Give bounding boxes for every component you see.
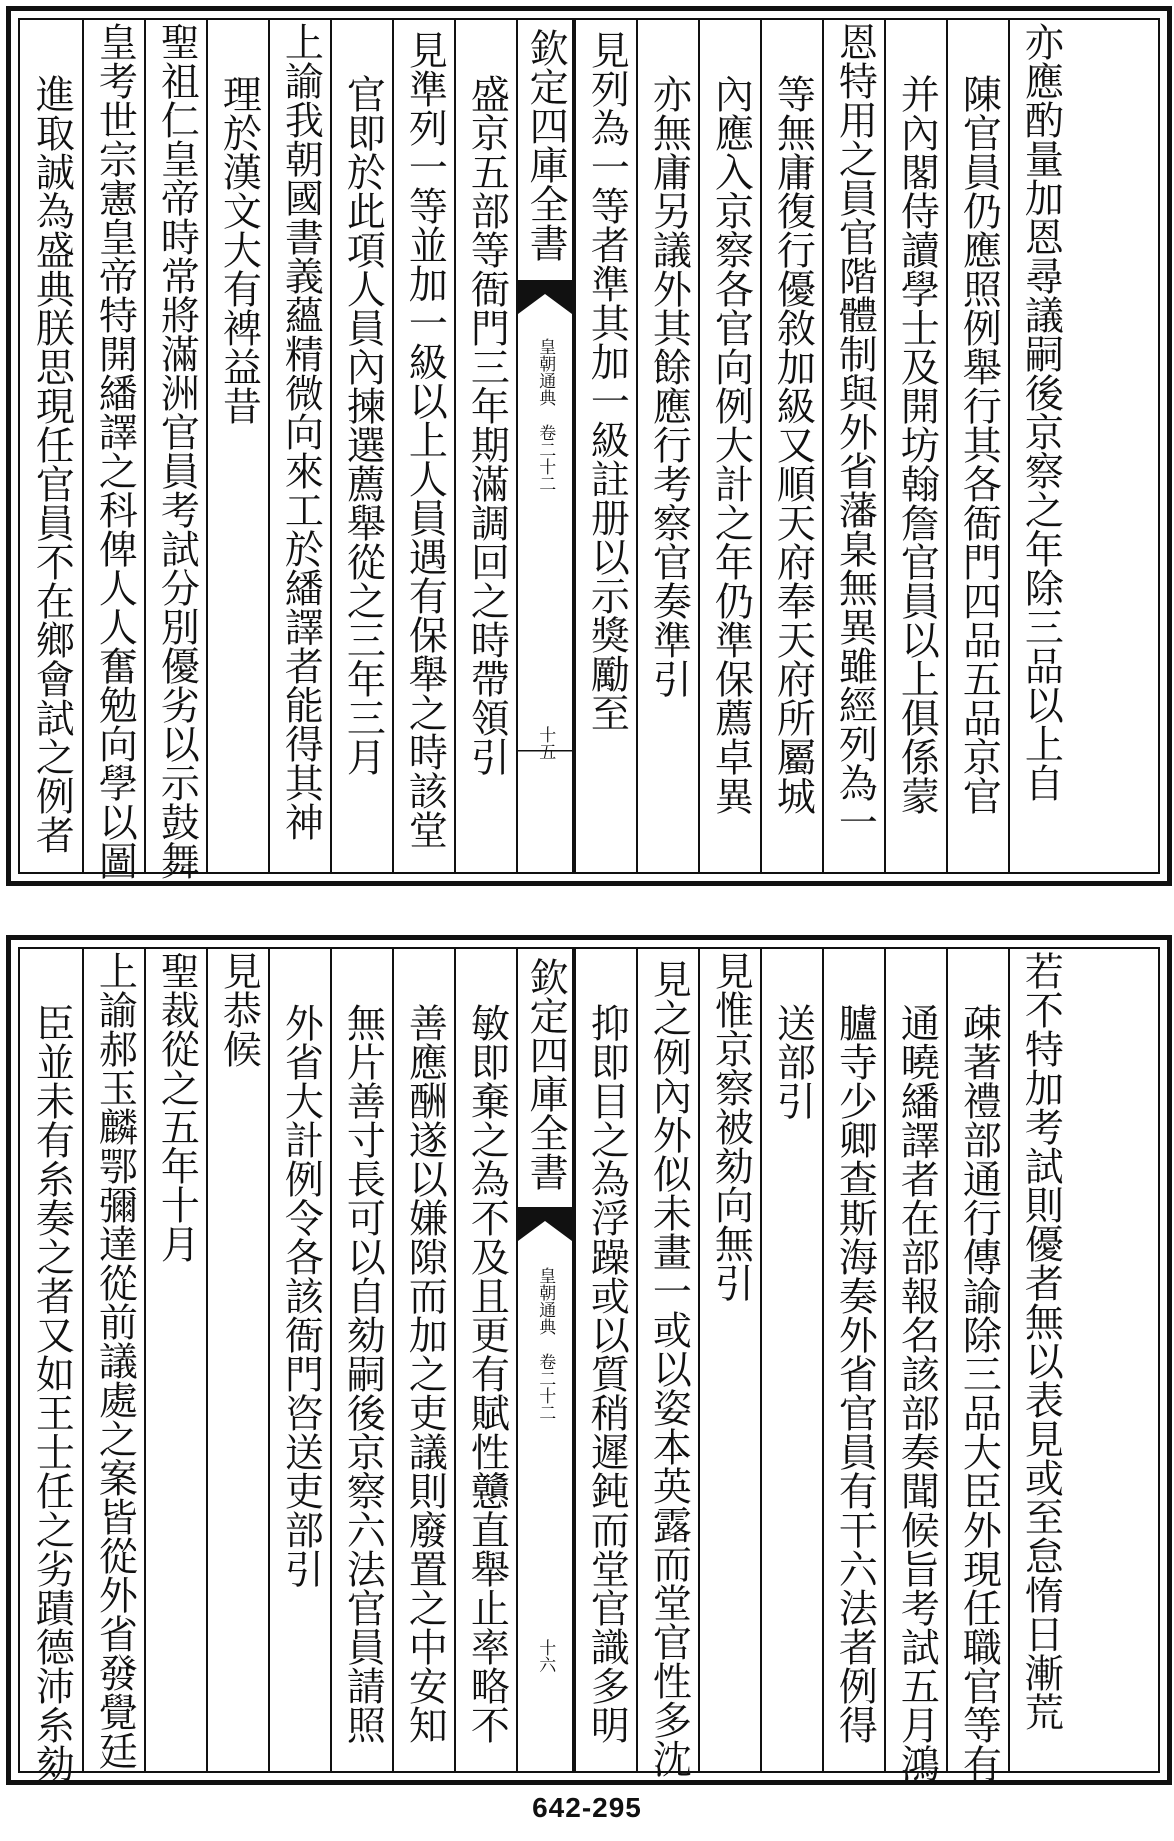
- column-text: 疎著禮部通行傳諭除三品大臣外現任職官等有: [956, 1003, 1002, 1783]
- column-text: 上諭郝玉麟鄂彌達從前議處之案皆從外省發覺廷: [92, 951, 138, 1770]
- column-text: 官即於此項人員內揀選薦舉從之三年三月: [340, 74, 386, 776]
- column-text: 上諭我朝國書義蘊精微向來工於繙譯者能得其神: [278, 22, 324, 841]
- fish-tail-ornament: [518, 1207, 572, 1241]
- page-number: 642-295: [532, 1792, 642, 1823]
- text-column: [392, 949, 454, 1771]
- column-text: 等無庸復行優敘加級又順天府奉天府所屬城: [770, 74, 816, 815]
- column-text: 若不特加考試則優者無以表見或至怠惰日漸荒: [1018, 951, 1064, 1731]
- column-text: 并內閣侍讀學士及開坊翰詹官員以上俱係蒙: [894, 74, 940, 815]
- text-column: [698, 949, 760, 1771]
- volume-label: 卷二十二: [535, 424, 556, 492]
- column-text: 送部引: [770, 1003, 816, 1120]
- top-text-frame: [18, 18, 1160, 880]
- text-column: [884, 20, 946, 872]
- column-text: 盛京五部等衙門三年期滿調回之時帶領引: [464, 74, 510, 776]
- column-text: 聖祖仁皇帝時常將滿洲官員考試分別優劣以示鼓舞: [154, 22, 200, 880]
- column-text: 見恭候: [216, 951, 262, 1068]
- column-text: 見準列一等並加一級以上人員遇有保舉之時該堂: [402, 30, 448, 849]
- text-column: [206, 949, 268, 1771]
- folio-number: 十五: [535, 726, 556, 760]
- column-text: 善應酬遂以嫌隙而加之吏議則廢置之中安知: [402, 1003, 448, 1744]
- column-text: 外省大計例令各該衙門咨送吏部引: [278, 1003, 324, 1588]
- column-text: 理於漢文大有裨益昔: [216, 74, 262, 425]
- text-column: [20, 20, 82, 872]
- column-text: 見之例內外似未畫一或以姿本英露而堂官性多沈: [646, 959, 692, 1778]
- text-column: [884, 949, 946, 1783]
- text-column: [206, 20, 268, 872]
- column-text: 亦應酌量加恩尋議嗣後京察之年除三品以上自: [1018, 22, 1064, 802]
- text-column: [946, 949, 1008, 1783]
- column-text: 內應入京察各官向例大計之年仍準保薦卓異: [708, 74, 754, 815]
- column-text: 聖裁從之五年十月: [154, 951, 200, 1263]
- column-text: 皇考世宗憲皇帝特開繙譯之科俾人人奮勉向學以圖: [92, 22, 138, 880]
- center-spine: [516, 949, 574, 1771]
- text-column: [20, 949, 82, 1783]
- text-column: [454, 20, 516, 872]
- text-column: [454, 949, 516, 1771]
- center-spine: [516, 20, 574, 872]
- column-text: 恩特用之員官階體制與外省藩臬無異雖經列為一: [832, 22, 878, 841]
- text-column: [760, 949, 822, 1771]
- text-column: [144, 949, 206, 1771]
- column-text: 見惟京察被劾向無引: [708, 951, 754, 1302]
- column-text: 進取誠為盛典朕思現任官員不在鄉會試之例者: [29, 74, 75, 854]
- column-text: 抑即目之為浮躁或以質稍遲鈍而堂官識多明: [584, 1003, 630, 1744]
- text-column: [822, 949, 884, 1771]
- text-column: [1008, 20, 1070, 872]
- column-text: 臚寺少卿查斯海奏外省官員有干六法者例得: [832, 1003, 878, 1744]
- column-text: 無片善寸長可以自劾嗣後京察六法官員請照: [340, 1003, 386, 1744]
- text-column: [82, 20, 144, 880]
- text-column: [268, 949, 330, 1771]
- bottom-text-frame: [18, 947, 1160, 1783]
- top-page: [6, 6, 1172, 886]
- text-column: [268, 20, 330, 872]
- text-column: [330, 949, 392, 1771]
- book-subtitle: 皇朝通典: [535, 1267, 556, 1335]
- text-column: [574, 20, 636, 872]
- column-text: 亦無庸另議外其餘應行考察官奏準引: [646, 74, 692, 698]
- volume-label: 卷二十二: [535, 1353, 556, 1421]
- text-column: [698, 20, 760, 872]
- text-column: [82, 949, 144, 1771]
- text-column: [392, 20, 454, 872]
- text-column: [144, 20, 206, 880]
- bottom-page: [6, 935, 1172, 1785]
- column-text: 臣並未有糸奏之者又如王士任之劣蹟德沛糸劾: [29, 1003, 75, 1783]
- text-column: [636, 20, 698, 872]
- column-text: 陳官員仍應照例舉行其各衙門四品五品京官: [956, 74, 1002, 815]
- column-text: 見列為一等者準其加一級註册以示獎勵至: [584, 30, 630, 732]
- text-column: [574, 949, 636, 1771]
- text-column: [1008, 949, 1070, 1771]
- text-column: [946, 20, 1008, 872]
- column-text: 通曉繙譯者在部報名該部奏聞候旨考試五月鴻: [894, 1003, 940, 1783]
- text-column: [760, 20, 822, 872]
- book-title: 欽定四庫全書: [523, 28, 569, 262]
- text-column: [822, 20, 884, 872]
- book-subtitle: 皇朝通典: [535, 338, 556, 406]
- book-title: 欽定四庫全書: [523, 957, 569, 1191]
- fish-tail-ornament: [518, 280, 572, 314]
- text-column: [636, 949, 698, 1778]
- column-text: 敏即棄之為不及且更有賦性戇直舉止率略不: [464, 1003, 510, 1744]
- text-column: [330, 20, 392, 872]
- folio-number: 十六: [535, 1639, 556, 1673]
